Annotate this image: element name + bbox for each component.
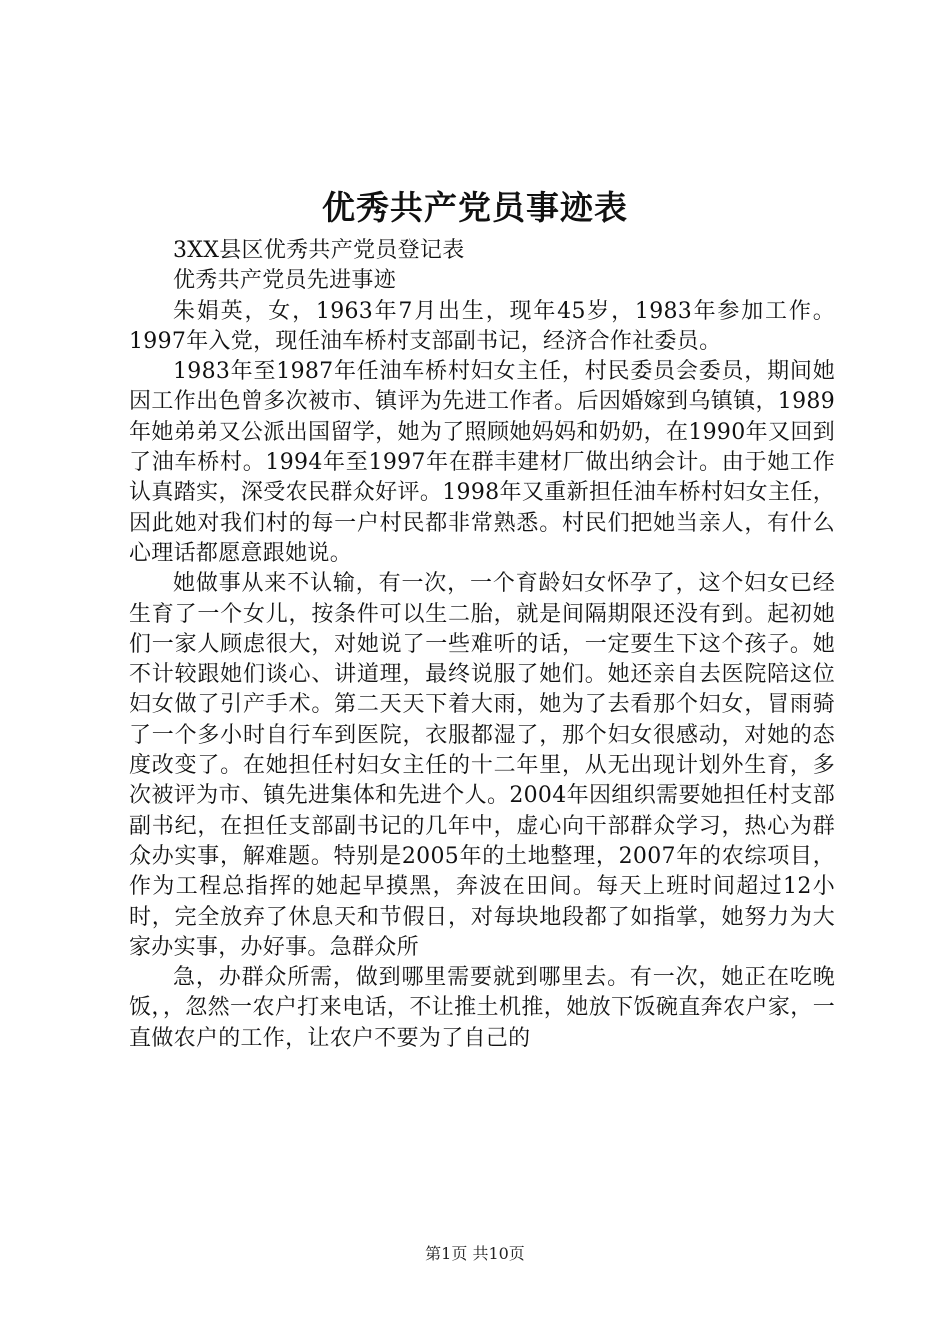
paragraph-deeds-story: 她做事从来不认输，有一次，一个育龄妇女怀孕了，这个妇女已经生育了一个女儿，按条件可以生二胎，就是间隔期限还没有到。起初她们一家人顾虑很大，对她说了一些难听的话，一定要生下这个孩子。她不计较跟她们谈心、讲道理，最终说服了她们。她还亲自去医院陪这位妇女做了引产手术。第二天天下着大雨，她为了去看那个妇女，冒雨骑了一个多小时自行车到医院，衣服都湿了，那个妇女很感动，对她的态度改变了。在她担任村妇女主任的十二年里，从无出现计划外生育，多次被评为市、镇先进集体和先进个人。2004年因组织需要她担任村支部副书纪，在担任支部副书记的几年中，虚心向干部群众学习，热心为群众办实事，解难题。特别是2005年的土地整理，2007年的农综项目，作为工程总指挥的她起早摸黑，奔波在田间。每天上班时间超过12小时，完全放弃了休息天和节假日，对每块地段都了如指掌，她努力为大家办实事，办好事。急群众所 [129, 571, 835, 960]
document-title: 优秀共产党员事迹表 [322, 188, 628, 227]
page-number-footer: 第1页 共10页 [425, 1244, 525, 1263]
paragraph-registration-form-heading: 3XX县区优秀共产党员登记表 [173, 238, 465, 263]
paragraph-personal-info: 朱娟英，女，1963年7月出生，现年45岁，1983年参加工作。1997年入党，现任油车桥村支部副书记，经济合作社委员。 [129, 298, 835, 354]
paragraph-continued-story: 急，办群众所需，做到哪里需要就到哪里去。有一次，她正在吃晚饭，，忽然一农户打来电话，不让推土机推，她放下饭碗直奔农户家，一直做农户的工作，让农户不要为了自己的 [129, 965, 835, 1051]
document-body [129, 236, 835, 1054]
paragraph-career-history: 1983年至1987年任油车桥村妇女主任，村民委员会委员，期间她因工作出色曾多次被市、镇评为先进工作者。后因婚嫁到乌镇镇，1989年她弟弟又公派出国留学，她为了照顾她妈妈和奶奶，在1990年又回到了油车桥村。1994年至1997年在群丰建材厂做出纳会计。由于她工作认真踏实，深受农民群众好评。1998年又重新担任油车桥村妇女主任，因此她对我们村的每一户村民都非常熟悉。村民们把她当亲人，有什么心理话都愿意跟她说。 [129, 359, 835, 566]
paragraph-deeds-heading: 优秀共产党员先进事迹 [173, 268, 397, 294]
